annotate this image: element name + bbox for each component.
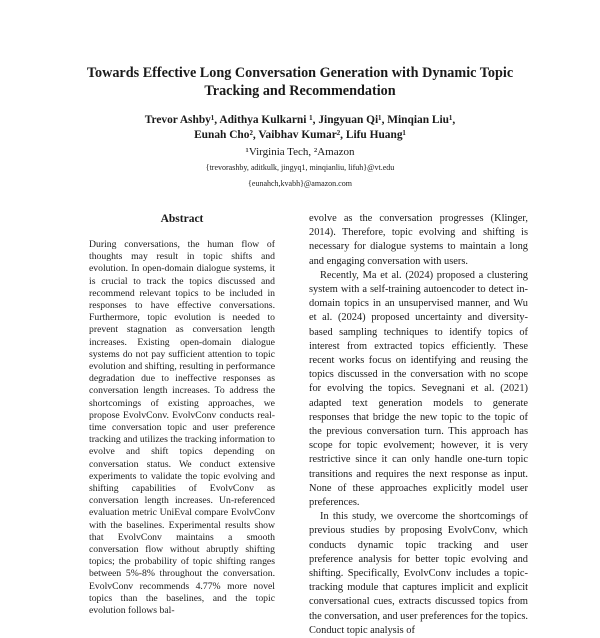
email-line-1: {trevorashby, aditkulk, jingyq1, minqianliu, lifuh}@vt.edu <box>205 163 395 172</box>
authors-line-1: Trevor Ashby¹, Adithya Kulkarni ¹, Jingyuan Qi¹, Minqian Liu¹, <box>144 114 456 126</box>
paper-title: Towards Effective Long Conversation Generation with Dynamic Topic Tracking and Recommendation <box>86 65 514 99</box>
authors-line-2: Eunah Cho², Vaibhav Kumar², Lifu Huang¹ <box>194 129 406 141</box>
body-column <box>309 212 528 636</box>
email-line-2: {eunahch,kvabh}@amazon.com <box>248 179 352 188</box>
affiliations: ¹Virginia Tech, ²Amazon <box>245 146 355 158</box>
body-paragraph-1: evolve as the conversation progresses (Klinger, 2014). Therefore, topic evolving and shifting is necessary for dialogue systems to maintain a long and engaging conversation with users. <box>309 213 528 267</box>
body-paragraph-3: In this study, we overcome the shortcomings of previous studies by proposing EvolvConv, which conducts dynamic topic tracking and user preference analysis for better topic evolving and shifting. Specifically, EvolvConv includes a topic-tracking module that captures implicit and explicit conversational cues, extracts discussed topics from the conversation, and user preferences for the topics. Conduct topic analysis of <box>309 511 528 636</box>
author-list <box>60 113 540 143</box>
abstract-text: During conversations, the human flow of thoughts may result in topic shifts and evolution. In open-domain dialogue systems, it is crucial to track the topics discussed and recommend relevant topics to be included in responses to have effective conversations. Furthermore, topic evolution is needed to prevent stagnation as conversation length increases. Existing open-domain dialogue systems do not pay sufficient attention to topic evolution and shifting, resulting in performance degradation due to ineffective responses as conversation length increases. To address the shortcomings of existing approaches, we propose EvolvConv. EvolvConv conducts real-time conversation topic and user preference tracking and utilizes the tracking information to evolve and shift topics depending on conversation status. We conduct extensive experiments to validate the topic evolving and shifting capabilities of EvolvConv as conversation length increases. Un-referenced evaluation metric UniEval compare EvolvConv with the baselines. Experimental results show that EvolvConv maintains a smooth conversation flow without abruptly shifting topics; the probability of topic shifting ranges between 5%-8% throughout the conversation. EvolvConv recommends 4.77% more novel topics than the baselines, and the topic evolution follows bal- <box>89 239 275 617</box>
abstract-column <box>89 239 275 617</box>
body-paragraph-2: Recently, Ma et al. (2024) proposed a clustering system with a self-training autoencoder to detect in-domain topics in an unsupervised manner, and Wu et al. (2024) proposed uncertainty and diversity-based sampling techniques to identify topics of interest from extracted topics efficiently. These recent works focus on identifying and reusing the topics discussed in the conversation with no scope for evolving the topics. Sevegnani et al. (2021) adapted text generation models to generate responses that bridge the new topic to the topic of the previous conversation turn. This approach has scope for topic evolvement; however, it is very restrictive since it can only handle one-turn topic transitions and requires the next response as input. None of these approaches explicitly model user preferences. <box>309 269 528 509</box>
abstract-heading: Abstract <box>160 213 204 225</box>
